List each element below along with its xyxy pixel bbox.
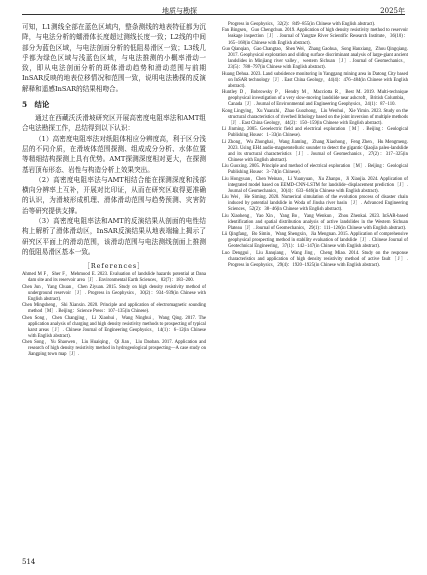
reference-entry: Chen Song，Yu Shaowen，Liu Huaiqing，Qi Jian，Liu Daoban. 2017. Application and research of high density resistivity method in hydrogeological prospecting—A case study on Jiangping town map［J］. bbox=[22, 340, 206, 358]
conclusion-item-2: （2）高密度电阻率法与AMT相结合能在探测深度和浅部横向分辨率上互补，开展对比印证，从而在研究区取得更准确的认识，为滑坡形成机理、滑体滑动范围与趋势预测、灾害防治等研究提供支撑。 bbox=[22, 175, 206, 215]
header-rule bbox=[22, 14, 405, 15]
reference-entry: Chen Song，Chen Changjing，Li Xiaohui，Wang Ninghui，Wang Qing. 2017. The application analysis of charging and high density resistivity methods to prospecting of typical karst areas［J］. Chinese Journal of Engineering Geophysics，14(1)：6−12(in Chinese with English abstract). bbox=[22, 315, 206, 339]
intro-paragraph: 可知，L1测线全部在蓝色区域内，整条测线的地表特征都为沉降，与电法分析的蠕滑体长度超过测线长度一致；L2线的中间部分为蓝色区域，与电法剖面分析的低阻易滑区一致；L3线几乎都为绿色区域与浅蓝色区域，与电法推测的小概率滑动一致，即从电法剖面分析的斑体滑动趋势和滑动范围与前期InSAR反映的地表位移情况和范围一致，说明电法勘探的反演解释和遥感InSAR的结果相吻合。 bbox=[22, 23, 206, 93]
reference-entry: Li Jinming. 2005. Geoelectric field and electrical exploration［M］. Beijing：Geological Publishing House：1−33(in Chinese). bbox=[222, 127, 408, 139]
reference-entry: Liu Wei，He Siming. 2020. Numerical simulation of the evolution process of disaster chain induced by potential landslide in Woda of Jinsha river basin［J］. Advanced Engineering Sciences，52(2)：38−46(in Chinese with English abstract). bbox=[222, 195, 408, 213]
reference-entry: Huntley D，Bobrowsky P，Hendry M，Macciotta R，Best M. 2019. Multi-technique geophysical investigation of a very slow-moving landslide near ashcroft，British Columbia，Canada［J］. Journal of Environmental and Engineering Geophysics，24(1)：87−110. bbox=[222, 90, 408, 108]
reference-entry: Kong Lingying，Xu Yuanzhi，Zhao Guozhong，Liu Wenhui，Xie Yimin. 2023. Study on the structural characteristics of riverbed lithology based on the joint inversion of multiple methods［J］. East China Geology，44(2)：150−159(in Chinese with English abstract). bbox=[222, 108, 408, 126]
reference-continuation: Progress in Geophysics，32(2)：849−855(in Chinese with English abstract). bbox=[228, 22, 376, 27]
reference-entry: Liu Hongyuan，Chen Weinan，Li Yuanyuan，Xu Zhanpu，Ji Xiaojia. 2024. Application of integrated model based on EEMD-CNN-LSTM for landslide−displacement prediction［J］. Journal of Geomechanics，30(4)：633−646(in Chinese with English abstract). bbox=[222, 176, 408, 194]
reference-entry: Fan Bingsen，Guo Chengchun. 2019. Application of high density resistivity method to reservoir leakage inspection［J］. Journal of Yangtze River Scientific Research Institute，36(10)：165−168(in Chinese with English abstract). bbox=[222, 28, 408, 46]
reference-entry: Chen Mingsheng，Shi Xianxin. 2020. Principle and application of electromagnetic sounding method［M］. Beijing：Science Press：107−135(in Chinese). bbox=[22, 303, 206, 315]
page-number: 514 bbox=[22, 558, 36, 566]
reference-entry: Guo Qianqian，Gao Changtao，Shen Wei，Zhang Gaohua，Song Hanxiang，Zhou Qingqiang. 2017. Geophysical exploration and sliding surface discriminant analysis of large-giant ancient landslides in Minjiang river valley，western Sichuan［J］. Journal of Geomechanics，23(5)：788−797(in Chinese with English abstract). bbox=[222, 46, 408, 71]
reference-entry: Liu Xiaoheng，Yao Xin，Yang Bo，Yang Wenkun，Zhou Zhenkai. 2023. InSAR-based identification and spatial distribution analysis of active landslides in the Western Sichuan Plateau［J］. Journal of Geomechanics，29(1)：111−126(in Chinese with English abstract). bbox=[222, 213, 408, 231]
section-title: 5 结论 bbox=[22, 100, 50, 110]
reference-entry: Chen Jun，Yang Chuan，Chen Ziyuan. 2015. Study on high density resistivity method of underground reservoir［J］. Progress in Geophysics，30(2)：934−939(in Chinese with English abstract). bbox=[22, 284, 206, 302]
journal-year: 2025年 bbox=[380, 7, 405, 15]
left-column bbox=[22, 22, 206, 359]
reference-entry: Ahmed M F，Sher F，Mehmood E. 2023. Evaluation of landslide hazards potential at Dana dam site and its reservoir area［J］. Environmental Earth Sciences，82(7)：183−200. bbox=[22, 272, 206, 284]
running-header bbox=[22, 6, 405, 18]
right-column bbox=[222, 22, 408, 269]
journal-name: 地质与勘探 bbox=[162, 7, 197, 15]
conclusion-item-3: （3）高密度电阻率法和AMT的反演结果从剖面的电性结构上解析了滑体滑动区，InSAR反演结果从地表端输上揭示了研究区平面上的滑动范围，该滑动范围与电法测线剖面上推测的低阻易滑区基本一致。 bbox=[22, 217, 206, 256]
references-heading: ［References］ bbox=[83, 262, 145, 271]
reference-entry: Lü Qingfang，Bo Simin，Wang Shengxin，Jia Mengnan. 2015. Application of comprehensive geophysical prospecting method in stability evaluation of landslide［J］. Chinese Journal of Geotechnical Engineering，37(1)：142−147(in Chinese with English abstract). bbox=[222, 232, 408, 250]
reference-entry: Liu Guoxing. 2005. Principle and method of electrical exploration［M］. Beijing：Geological Publishing House：3−74(in Chinese). bbox=[222, 164, 408, 176]
conclusion-item-1: （1）高密度电阻率法对纸阻体相应分辨度高，利于区分浅层的不同介质，在滑坡体范围探测、组成成分分析、水体位置等精细结构探测上具有优势。AMT探测深度相对更大，在探测基岩顶布形态、岩性与构造分析上效果突出。 bbox=[22, 134, 206, 174]
reference-entry: Li Zhong，Wu Zhonghai，Wang Jiaming，Zhang Xiaohong，Feng Zhen，Hu Mengmeng. 2023. Using EH4 audio-magnetotelluric sounder to detect the gigantic Qiaojia paleo-landslide and its structural characteristics［J］. Journal of Geomechanics，27(2)：317−325(in Chinese with English abstract). bbox=[222, 139, 408, 163]
reference-entry: Huang Dehua. 2023. Land subsidence monitoring in Yanggang mining area in Datong City based on InSAR technology［J］. East China Geology，44(4)：476−484(in Chinese with English abstract). bbox=[222, 71, 408, 89]
conclusion-intro: 通过在西藏沃沃滑坡研究区开展高密度电阻率法和AMT组合电法勘探工作，总结得到以下认识： bbox=[22, 114, 206, 133]
reference-entry: Luo Denggui，Liu Jianqiang，Wang Jing，Cheng Miao. 2014. Study on the response characteristics and application of high density resistivity method of active fault［J］. Progress in Geophysics，29(4)：1920−1925(in Chinese with English abstract). bbox=[222, 250, 408, 268]
